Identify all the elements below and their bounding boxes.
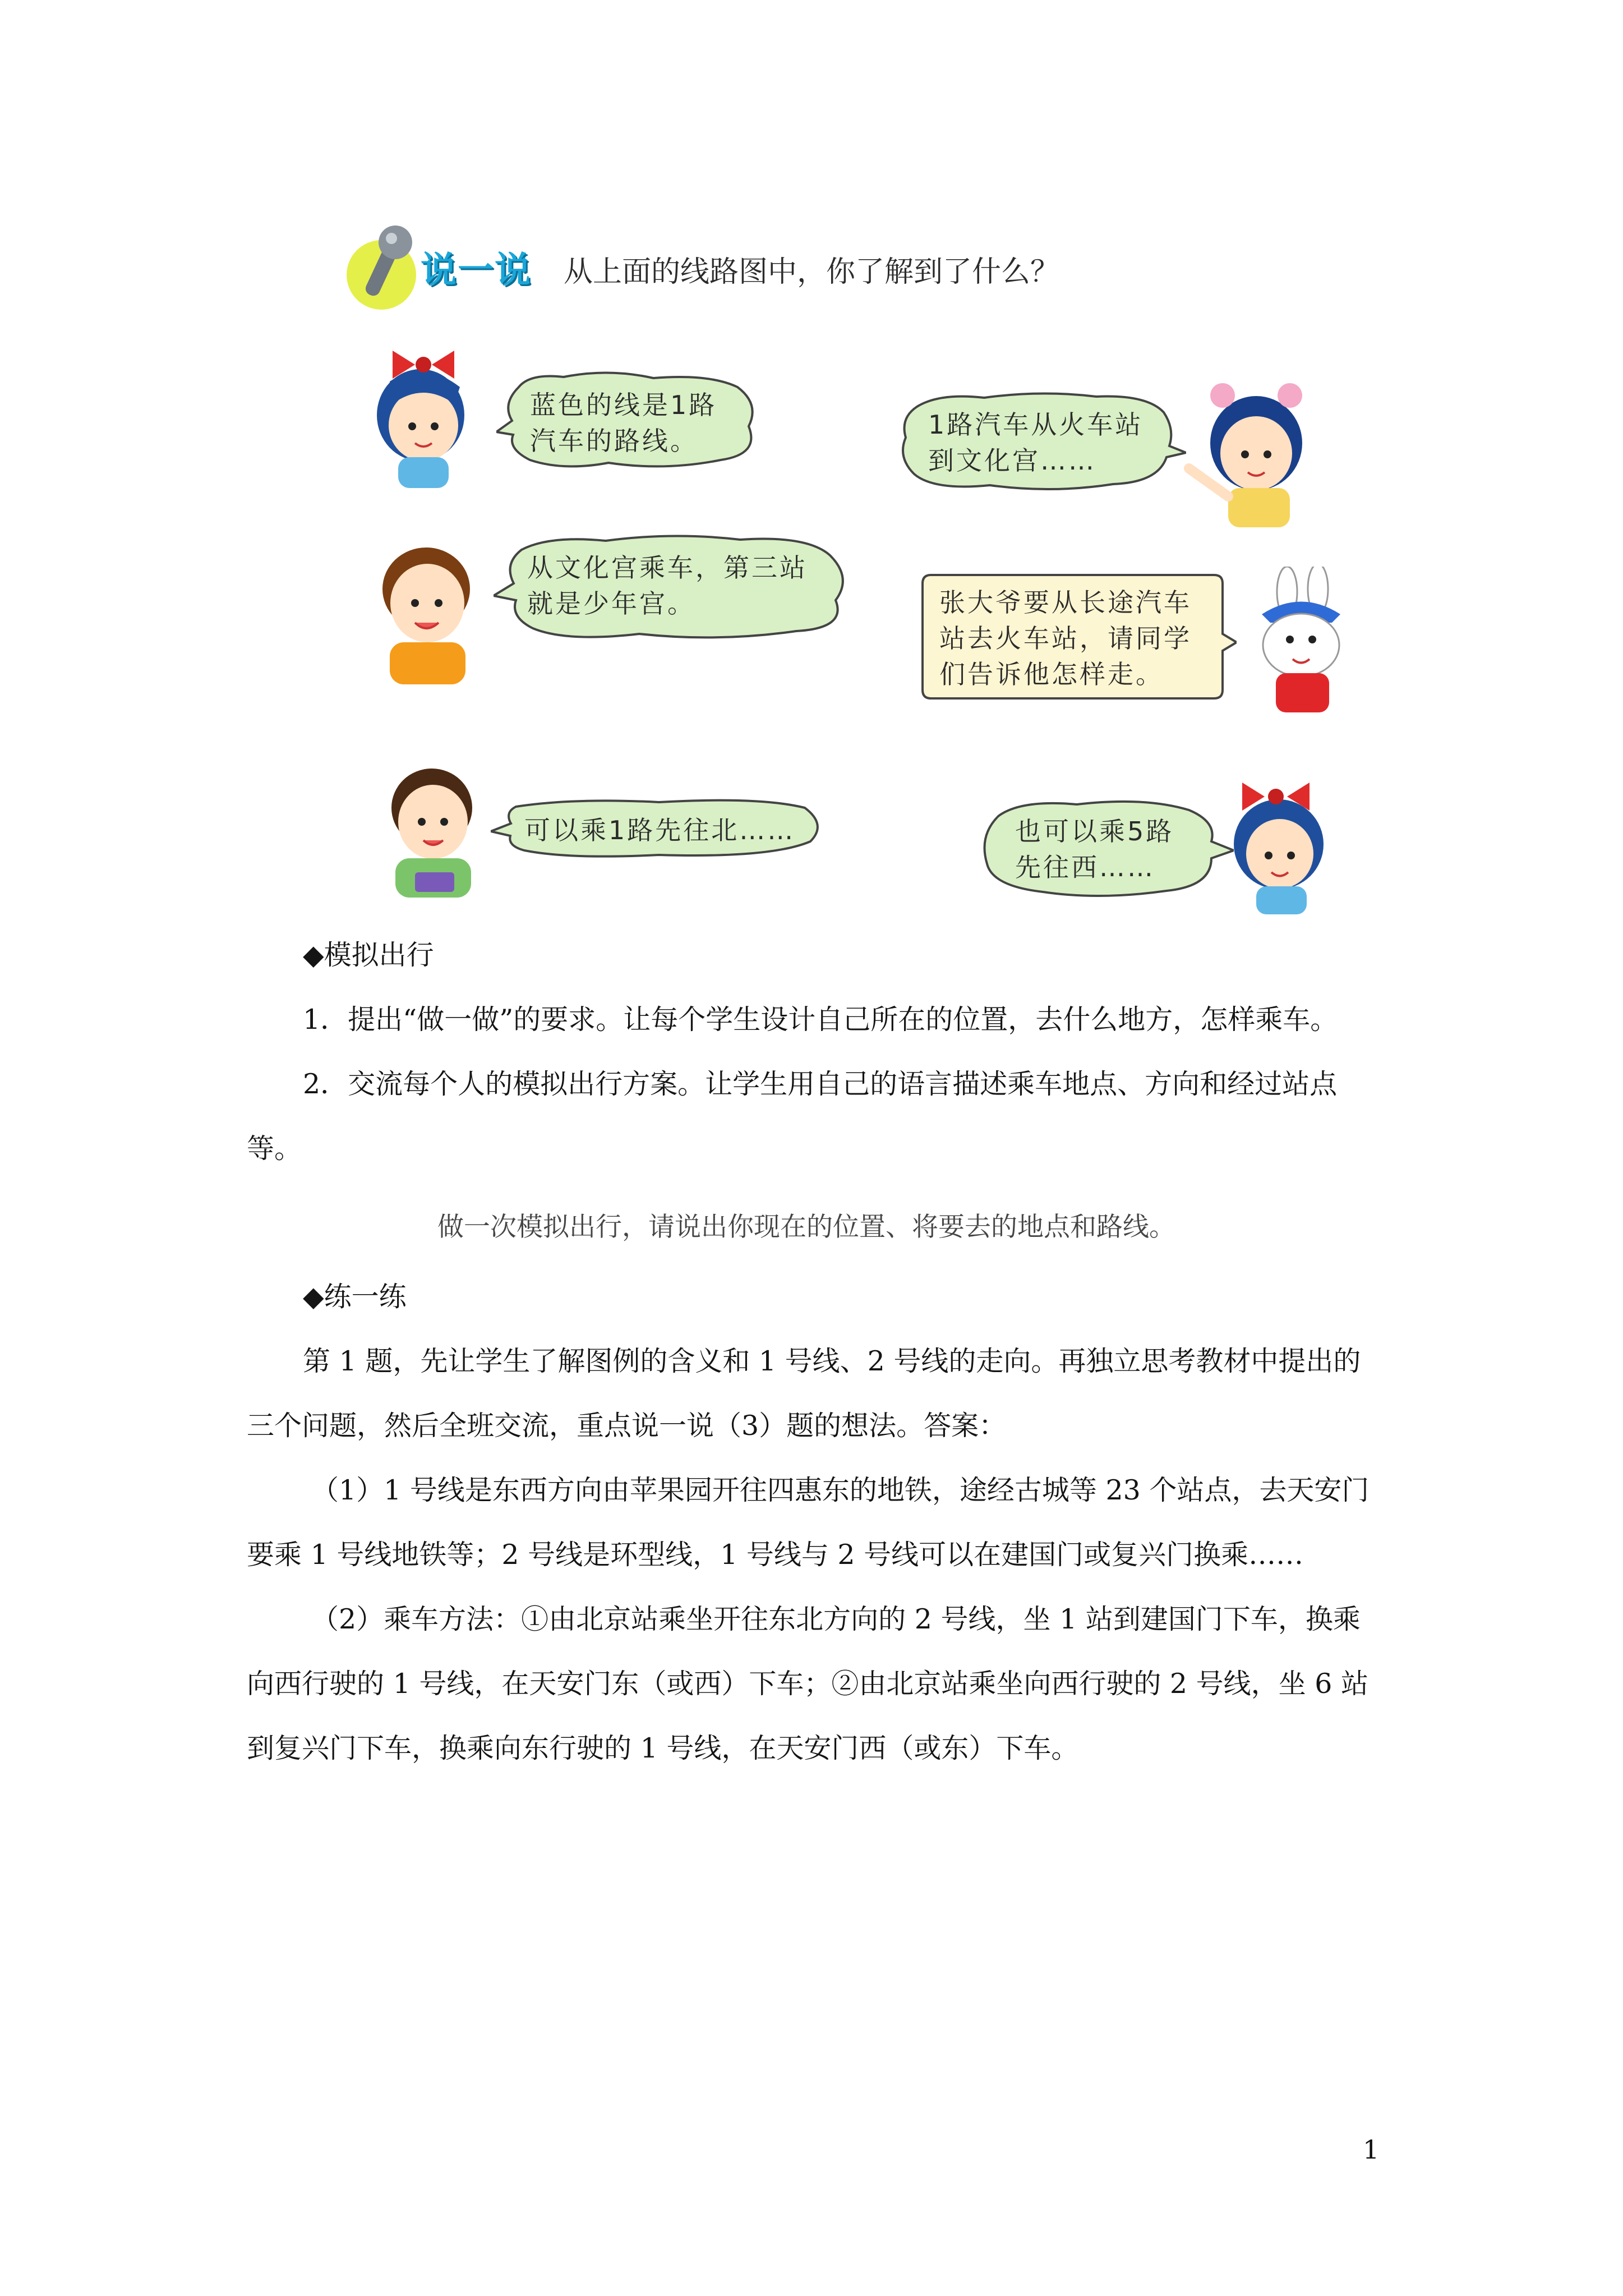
speak-title-word: 说一说 bbox=[421, 250, 532, 291]
page-number: 1 bbox=[1363, 2134, 1380, 2165]
answer-1-line-2: 要乘 1 号线地铁等；2 号线是环型线，1 号线与 2 号线可以在建国门或复兴门换乘…… bbox=[247, 1539, 1304, 1571]
boy-orange-shirt-character bbox=[359, 527, 494, 684]
speak-question: 从上面的线路图中，你了解到了什么？ bbox=[564, 255, 1060, 289]
answer-2-line-3: 到复兴门下车，换乘向东行驶的 1 号线，在天安门西（或东）下车。 bbox=[247, 1732, 1079, 1764]
textbook-banner: 做一次模拟出行，请说出你现在的位置、将要去的地点和路线。 bbox=[437, 1212, 1175, 1243]
practice-item-1-line-2: 三个问题，然后全班交流，重点说一说（3）题的想法。答案： bbox=[247, 1410, 1007, 1442]
speech-bubble-text: 也可以乘5路 先往西…… bbox=[1015, 816, 1174, 882]
speech-bubble-text: 从文化宫乘车，第三站 就是少年宫。 bbox=[527, 553, 808, 619]
answer-1-line-1: （1）1 号线是东西方向由苹果园开往四惠东的地铁，途经古城等 23 个站点，去天安门 bbox=[311, 1474, 1370, 1506]
microphone-icon bbox=[342, 219, 426, 314]
speech-bubble-4 bbox=[917, 567, 1237, 701]
speech-bubble-1 bbox=[496, 370, 760, 477]
speech-bubble-text: 1路汽车从火车站 到文化宫…… bbox=[928, 409, 1144, 476]
simulate-item-2-line-1: 2．交流每个人的模拟出行方案。让学生用自己的语言描述乘车地点、方向和经过站点 bbox=[303, 1068, 1338, 1100]
practice-heading: ◆练一练 bbox=[303, 1281, 407, 1313]
answer-2-line-1: （2）乘车方法：①由北京站乘坐开往东北方向的 2 号线，坐 1 站到建国门下车，换乘 bbox=[311, 1603, 1361, 1635]
boy-green-shirt-character bbox=[370, 752, 494, 898]
rabbit-character bbox=[1234, 567, 1368, 718]
simulate-heading: ◆模拟出行 bbox=[303, 939, 434, 971]
speak-section-title bbox=[342, 213, 1183, 320]
answer-2-line-2: 向西行驶的 1 号线，在天安门东（或西）下车；②由北京站乘坐向西行驶的 2 号线，坐 6 站 bbox=[247, 1668, 1368, 1700]
speech-bubble-text: 可以乘1路先往北…… bbox=[524, 815, 796, 845]
speech-bubble-5 bbox=[491, 797, 827, 864]
simulate-item-1: 1．提出“做一做”的要求。让每个学生设计自己所在的位置，去什么地方，怎样乘车。 bbox=[303, 1004, 1338, 1036]
speech-bubble-2 bbox=[895, 390, 1186, 496]
practice-item-1-line-1: 第 1 题，先让学生了解图例的含义和 1 号线、2 号线的走向。再独立思考教材中提出的 bbox=[303, 1345, 1361, 1377]
speech-bubble-3 bbox=[494, 533, 852, 645]
speech-bubble-6 bbox=[976, 797, 1234, 903]
girl-pink-ribbon-character bbox=[1178, 370, 1324, 533]
speech-bubble-text: 蓝色的线是1路 汽车的路线。 bbox=[530, 390, 717, 456]
girl-red-bow-character bbox=[359, 342, 488, 488]
girl-red-bow-character-2 bbox=[1217, 774, 1346, 914]
speech-bubble-text: 张大爷要从长途汽车 站去火车站，请同学 们告诉他怎样走。 bbox=[939, 587, 1192, 689]
simulate-item-2-line-2: 等。 bbox=[247, 1133, 302, 1165]
